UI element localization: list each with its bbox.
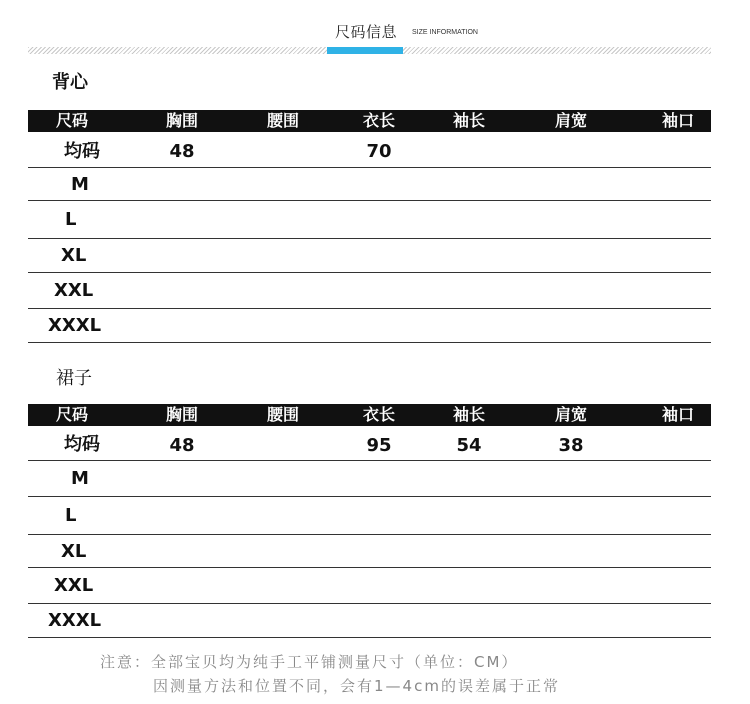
- measurement-value: 54: [456, 434, 482, 456]
- table-row: [28, 568, 711, 604]
- table-row: [28, 604, 711, 638]
- column-header: 袖口: [661, 405, 695, 424]
- table-header: [28, 110, 711, 132]
- table-row: [28, 201, 711, 239]
- column-header: 衣长: [362, 111, 396, 130]
- table-row: [28, 239, 711, 273]
- size-label: M: [71, 468, 89, 489]
- column-header: 衣长: [362, 405, 396, 424]
- section-title-skirt: 裙子: [56, 368, 92, 389]
- measurement-value: 95: [366, 434, 392, 456]
- table-row: [28, 168, 711, 201]
- table-row: [28, 535, 711, 568]
- column-header: 尺码: [55, 111, 89, 130]
- size-label: 均码: [64, 434, 100, 455]
- column-header: 袖长: [452, 111, 486, 130]
- size-label: L: [65, 505, 77, 526]
- size-label: 均码: [64, 140, 100, 162]
- size-label: XXXL: [48, 315, 102, 336]
- header-title: 尺码信息: [335, 23, 398, 41]
- size-label: XXXL: [48, 610, 102, 631]
- measurement-value: 38: [558, 434, 584, 456]
- column-header: 腰围: [266, 405, 300, 424]
- note-line-2: 因测量方法和位置不同，会有1—4cm的误差属于正常: [153, 677, 560, 695]
- size-table-vest: [28, 110, 711, 343]
- table-row: [28, 461, 711, 497]
- table-header: [28, 404, 711, 426]
- header-accent-bar: [327, 47, 403, 54]
- header-subtitle: SIZE INFORMATION: [412, 29, 478, 36]
- size-label: XL: [61, 245, 87, 266]
- column-header: 肩宽: [554, 405, 588, 424]
- size-label: M: [71, 173, 89, 195]
- section-title-vest: 背心: [52, 72, 88, 93]
- table-row: [28, 497, 711, 535]
- size-info-header: [0, 0, 750, 56]
- column-header: 袖口: [661, 111, 695, 130]
- column-header: 胸围: [165, 111, 199, 130]
- column-header: 肩宽: [554, 111, 588, 130]
- column-header: 袖长: [452, 405, 486, 424]
- size-label: L: [65, 209, 77, 230]
- note-line-1: 注意：全部宝贝均为纯手工平铺测量尺寸（单位：CM）: [100, 653, 519, 671]
- column-header: 腰围: [266, 111, 300, 130]
- table-row: [28, 426, 711, 461]
- size-label: XXL: [54, 280, 94, 301]
- table-row: [28, 132, 711, 168]
- size-label: XXL: [54, 575, 94, 596]
- column-header: 尺码: [55, 405, 89, 424]
- size-label: XL: [61, 540, 87, 562]
- measurement-value: 48: [169, 434, 195, 456]
- table-row: [28, 273, 711, 309]
- size-table-skirt: [28, 404, 711, 638]
- measurement-value: 48: [169, 141, 195, 162]
- measurement-value: 70: [366, 141, 392, 162]
- column-header: 胸围: [165, 405, 199, 424]
- table-row: [28, 309, 711, 343]
